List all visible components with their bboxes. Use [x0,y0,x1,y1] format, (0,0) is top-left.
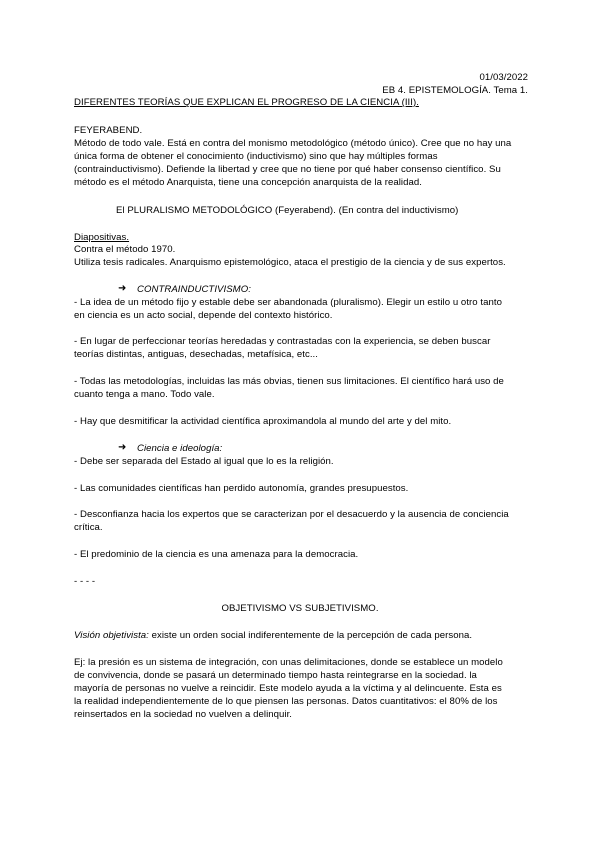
feyerabend-heading: FEYERABEND. [74,125,143,136]
example-line: mayoría de personas no vuelve a reincidir. Este modelo ayuda a la víctima y al delincuente. Esta es [74,683,502,694]
ciencia-ideologia-line: - El predominio de la ciencia es una amenaza para la democracia. [74,549,359,560]
diapositivas-heading: Diapositivas. [74,232,130,243]
contrainductivismo-line: teorías distintas, antiguas, desechadas, metafísica, etc... [74,349,318,360]
ciencia-ideologia-line: crítica. [74,522,103,533]
contrainductivismo-heading: CONTRAINDUCTIVISMO: [137,284,251,295]
vision-objetivista-paragraph [74,630,472,642]
example-line: reinsertados en la sociedad no vuelven a delinquir. [74,709,293,720]
contrainductivismo-line: en ciencia es un acto social, depende del contexto histórico. [74,310,333,321]
example-line: de convivencia, donde se pasará un determinado tiempo hasta reintegrarse en la sociedad. la [74,670,477,681]
diapositivas-line: Contra el método 1970. [74,244,176,255]
objetivismo-heading: OBJETIVISMO VS SUBJETIVISMO. [221,603,379,614]
right-arrow-icon: ➜ [118,442,127,453]
right-arrow-icon: ➜ [118,283,127,294]
vision-objetivista-label: Visión objetivista: [74,630,149,641]
diapositivas-line: Utiliza tesis radicales. Anarquismo epistemológico, ataca el prestigio de la ciencia y de sus expertos. [74,257,506,268]
ciencia-ideologia-line: - Desconfianza hacia los expertos que se caracterizan por el desacuerdo y la ausencia de conciencia [74,509,509,520]
contrainductivismo-line: - En lugar de perfeccionar teorías heredadas y contrastadas con la experiencia, se deben buscar [74,336,491,347]
document-date: 01/03/2022 [479,72,528,83]
feyerabend-line: (contrainductivismo). Defiende la libertad y cree que no tiene por qué haber consenso científico. Su [74,164,501,175]
feyerabend-line: Método de todo vale. Está en contra del monismo metodológico (método único). Cree que no hay una [74,138,512,149]
section-separator: - - - - [74,576,96,587]
contrainductivismo-line: - La idea de un método fijo y estable debe ser abandonada (pluralismo). Elegir un estilo u otro tanto [74,297,502,308]
contrainductivismo-line: - Hay que desmitificar la actividad científica aproximandola al mundo del arte y del mito. [74,416,452,427]
contrainductivismo-line: cuanto tenga a mano. Todo vale. [74,389,215,400]
example-line: la realidad independientemente de lo que piensen las personas. Datos cuantitativos: el 80% de los [74,696,498,707]
example-line: Ej: la presión es un sistema de integración, con unas delimitaciones, donde se establece un modelo [74,657,503,668]
pluralismo-heading: El PLURALISMO METODOLÓGICO (Feyerabend). (En contra del inductivismo) [116,205,459,216]
contrainductivismo-line: - Todas las metodologías, incluidas las más obvias, tienen sus limitaciones. El científico hará uso de [74,376,504,387]
ciencia-ideologia-line: - Las comunidades científicas han perdido autonomía, grandes presupuestos. [74,483,409,494]
ciencia-ideologia-line: - Debe ser separada del Estado al igual que lo es la religión. [74,456,334,467]
document-subject: EB 4. EPISTEMOLOGÍA. Tema 1. [382,85,528,96]
document-title: DIFERENTES TEORÍAS QUE EXPLICAN EL PROGRESO DE LA CIENCIA (III). [74,97,419,108]
vision-objetivista-text: existe un orden social indiferentemente de la percepción de cada persona. [148,630,473,641]
feyerabend-line: método es el método Anarquista, tiene una concepción anarquista de la realidad. [74,177,422,188]
ciencia-ideologia-heading: Ciencia e ideología: [137,443,223,454]
feyerabend-line: única forma de obtener el conocimiento (inductivismo) sino que hay múltiples formas [74,151,438,162]
